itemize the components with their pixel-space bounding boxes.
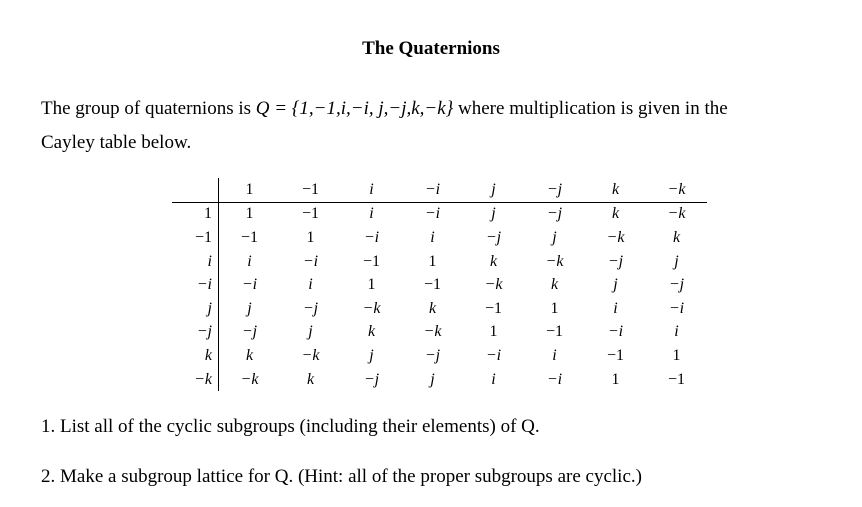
table-cell: i [491, 370, 496, 388]
table-cell: −j [302, 299, 319, 317]
table-cell: −k [667, 205, 686, 223]
intro-text: The group of quaternions is [41, 98, 256, 119]
table-cell: −j [668, 276, 685, 294]
row-header: j [172, 297, 219, 321]
column-header: j [463, 178, 524, 202]
table-cell: j [308, 323, 313, 341]
table-header-row [172, 178, 707, 202]
table-cell: k [550, 276, 559, 294]
table-row [172, 321, 707, 345]
table-row [172, 368, 707, 392]
row-header: −j [172, 321, 219, 345]
table-cell: j [613, 276, 618, 294]
row-header: 1 [172, 202, 219, 226]
table-cell: −j [241, 323, 258, 341]
table-row [172, 250, 707, 274]
table-cell: −j [424, 346, 441, 364]
table-cell: −i [546, 370, 563, 388]
table-cell: 1 [611, 370, 620, 388]
table-cell: −1 [606, 346, 625, 364]
table-cell: −k [301, 346, 320, 364]
table-cell: −k [423, 323, 442, 341]
column-header: −i [402, 178, 463, 202]
table-cell: 1 [672, 346, 681, 364]
question-2: 2. Make a subgroup lattice for Q. (Hint: all of the proper subgroups are cyclic.) [41, 466, 642, 487]
table-cell: −1 [545, 323, 564, 341]
table-cell: k [245, 346, 254, 364]
quaternion-set: Q = {1,−1,i,−i, j,−j,k,−k} [255, 98, 454, 119]
table-cell: −k [484, 276, 503, 294]
table-cell: i [430, 228, 435, 246]
table-cell: −j [546, 205, 563, 223]
table-cell: 1 [367, 276, 376, 294]
intro-paragraph [41, 92, 811, 160]
table-cell: −1 [362, 252, 381, 270]
table-cell: j [552, 228, 557, 246]
table-cell: k [306, 370, 315, 388]
table-cell: k [428, 299, 437, 317]
table-cell: 1 [428, 252, 437, 270]
table-cell: k [367, 323, 376, 341]
column-header: 1 [219, 178, 281, 202]
column-header: k [585, 178, 646, 202]
table-cell: −k [606, 228, 625, 246]
row-header: −i [172, 273, 219, 297]
table-cell: −i [668, 299, 685, 317]
table-cell: i [552, 346, 557, 364]
table-cell: −i [607, 323, 624, 341]
table-cell: 1 [306, 228, 315, 246]
row-header: −k [172, 368, 219, 392]
table-cell: −1 [301, 205, 320, 223]
table-cell: −i [363, 228, 380, 246]
table-cell: −i [302, 252, 319, 270]
row-header: i [172, 250, 219, 274]
question-1: 1. List all of the cyclic subgroups (including their elements) of Q. [41, 416, 540, 437]
table-cell: 1 [550, 299, 559, 317]
column-header: −1 [280, 178, 341, 202]
table-cell: i [247, 252, 252, 270]
table-cell: −j [607, 252, 624, 270]
cayley-table-body [172, 202, 707, 391]
intro-text-continued: where multiplication is given in the [453, 98, 728, 119]
table-row [172, 344, 707, 368]
table-cell: 1 [489, 323, 498, 341]
table-cell: i [308, 276, 313, 294]
table-cell: −1 [240, 228, 259, 246]
table-cell: j [369, 346, 374, 364]
table-row [172, 226, 707, 250]
table-cell: −k [240, 370, 259, 388]
table-cell: −k [545, 252, 564, 270]
table-cell: j [247, 299, 252, 317]
table-row [172, 202, 707, 226]
row-header: k [172, 344, 219, 368]
table-cell: −i [241, 276, 258, 294]
intro-text-line2: Cayley table below. [41, 132, 192, 153]
table-cell: −i [485, 346, 502, 364]
table-cell: −k [362, 299, 381, 317]
table-cell: −1 [667, 370, 686, 388]
table-cell: k [611, 205, 620, 223]
table-cell: −1 [423, 276, 442, 294]
table-cell: 1 [245, 205, 254, 223]
table-cell: i [674, 323, 679, 341]
table-cell: −i [424, 205, 441, 223]
cayley-table [172, 178, 707, 391]
table-cell: j [491, 205, 496, 223]
table-row [172, 297, 707, 321]
table-cell: −j [363, 370, 380, 388]
row-header: −1 [172, 226, 219, 250]
table-cell: k [672, 228, 681, 246]
table-corner-cell [172, 178, 219, 202]
table-cell: i [369, 205, 374, 223]
table-cell: −1 [484, 299, 503, 317]
table-cell: i [613, 299, 618, 317]
page-title: The Quaternions [362, 38, 500, 59]
column-header: −j [524, 178, 585, 202]
column-header: −k [646, 178, 707, 202]
table-cell: k [489, 252, 498, 270]
column-header: i [341, 178, 402, 202]
table-cell: j [674, 252, 679, 270]
cayley-table-container [172, 178, 707, 391]
table-cell: −j [485, 228, 502, 246]
table-cell: j [430, 370, 435, 388]
table-row [172, 273, 707, 297]
